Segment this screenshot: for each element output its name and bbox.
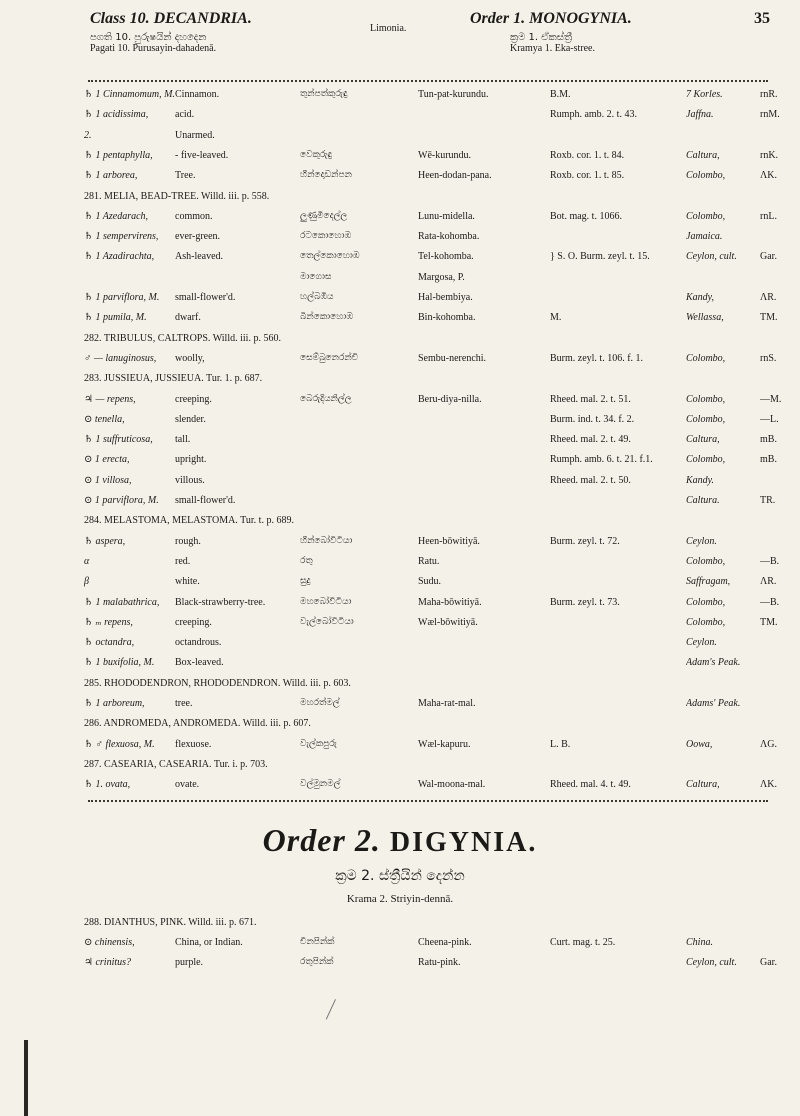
center-label: Limonia. xyxy=(370,23,407,34)
sinhala-name: චීනපින්ක් xyxy=(300,937,335,947)
sinhala-name: සුදු xyxy=(300,576,311,587)
order2-roman: Krama 2. Striyin-dennā. xyxy=(346,893,454,905)
native-name: Ratu-pink. xyxy=(418,957,461,968)
latin-name: ♄ 1 sempervirens, xyxy=(84,231,159,243)
latin-name: ♄ ₘ repens, xyxy=(84,616,133,628)
native-name: Heen-dodan-pana. xyxy=(418,170,492,182)
locality: Oowa, xyxy=(686,738,713,750)
locality: Colombo, xyxy=(686,555,726,567)
latin-name: ♄ 1 pumila, M. xyxy=(84,312,147,324)
genus-title: 285. RHODODENDRON, RHODODENDRON. Willd. iii. p. 603. xyxy=(84,677,351,689)
english-name: purple. xyxy=(175,957,204,968)
reference: B.M. xyxy=(550,89,571,100)
english-name: white. xyxy=(175,576,200,588)
reference: Bot. mag. t. 1066. xyxy=(550,210,622,222)
latin-name: ♄ 1. ovata, xyxy=(84,779,131,791)
english-name: Cinnamon. xyxy=(175,89,220,100)
locality: Kandy, xyxy=(686,292,715,303)
locality: Ceylon, cult. xyxy=(686,251,737,263)
english-name: Box-leaved. xyxy=(175,657,224,669)
latin-name: α xyxy=(84,555,90,567)
note: rnL. xyxy=(760,210,777,222)
note: —M. xyxy=(760,393,782,405)
reference: Burm. zeyl. t. 72. xyxy=(550,535,620,547)
sinhala-name: හල්බඹිය xyxy=(300,292,334,302)
sinhala-name: බින්කොහොඹ xyxy=(300,312,353,323)
latin-name: ♄ 1 parviflora, M. xyxy=(84,292,160,303)
latin-name: ♄ 1 arboreum, xyxy=(84,698,145,709)
english-name: tree. xyxy=(175,698,193,709)
binding-mark xyxy=(24,1040,28,1116)
latin-name: ⊙ tenella, xyxy=(84,413,125,425)
latin-name: ⊙ chinensis, xyxy=(84,937,135,948)
order2-name: DIGYNIA. xyxy=(389,827,538,858)
locality: Colombo, xyxy=(686,170,726,182)
native-name: Maha-rat-mal. xyxy=(418,698,476,709)
native-name: Wæl-kapuru. xyxy=(418,738,471,750)
order-sinhala: ක්‍රම 1. ඒකස්ත්‍රී xyxy=(510,32,573,43)
english-name: slender. xyxy=(175,413,206,425)
class-roman: Pagati 10. Purusayin-dahadenā. xyxy=(90,43,217,54)
sinhala-name: රතුපින්ක් xyxy=(300,957,334,967)
english-name: woolly, xyxy=(175,352,205,364)
english-name: upright. xyxy=(175,454,207,466)
latin-name: ⊙ 1 parviflora, M. xyxy=(84,495,159,506)
locality: Colombo, xyxy=(686,210,726,222)
locality: 7 Korles. xyxy=(686,89,723,100)
order-title: Order 1. MONOGYNIA. xyxy=(470,10,632,27)
sinhala-name: මහබෝවිටියා xyxy=(300,596,352,607)
english-name: ever-green. xyxy=(175,231,221,243)
english-name: dwarf. xyxy=(175,312,201,324)
english-name: octandrous. xyxy=(175,637,222,649)
english-name: red. xyxy=(175,555,191,567)
locality: Colombo, xyxy=(686,596,726,608)
note: rnM. xyxy=(760,109,780,121)
latin-name: ♃ crinitus? xyxy=(84,957,132,968)
native-name: Sembu-nerenchi. xyxy=(418,352,487,364)
latin-name: ♄ 1 Azedarach, xyxy=(84,210,149,222)
native-name: Wæl-bōwitiyā. xyxy=(418,616,478,628)
sinhala-name: වෙකුරුඳු xyxy=(300,149,333,160)
english-name: creeping. xyxy=(175,393,212,405)
locality: Colombo, xyxy=(686,454,726,466)
english-name: villous. xyxy=(175,474,205,486)
sinhala-name: වැල්බෝවිටියා xyxy=(300,616,354,627)
english-name: small-flower'd. xyxy=(175,495,236,506)
sinhala-name: රතු xyxy=(300,555,313,566)
note: rnS. xyxy=(760,352,777,364)
sinhala-name: සෙම්බුනෙරන්චි xyxy=(300,352,359,363)
reference: Roxb. cor. 1. t. 84. xyxy=(550,149,625,161)
genus-heading xyxy=(0,916,800,930)
note: mB. xyxy=(760,454,777,466)
latin-name: ♄ 1 Cinnamomum, M. xyxy=(84,89,175,100)
latin-name: ♄ 1 suffruticosa, xyxy=(84,434,153,446)
english-name: - five-leaved. xyxy=(175,149,229,161)
note: Gar. xyxy=(760,251,777,263)
english-name: Unarmed. xyxy=(175,129,215,141)
reference: Burm. ind. t. 34. f. 2. xyxy=(550,413,635,425)
locality: Caltura, xyxy=(686,779,720,791)
native-name: Bin-kohomba. xyxy=(418,312,476,324)
genus-title: 282. TRIBULUS, CALTROPS. Willd. iii. p. 560. xyxy=(84,332,281,344)
note: ΛR. xyxy=(760,576,777,588)
latin-name: ♄ 1 malabathrica, xyxy=(84,596,160,608)
locality: Wellassa, xyxy=(686,312,724,324)
class-title: Class 10. DECANDRIA. xyxy=(90,10,252,27)
sinhala-name: ලුණුමිදෙල්ල xyxy=(300,210,348,221)
locality: Colombo, xyxy=(686,616,726,628)
english-name: rough. xyxy=(175,535,201,547)
sinhala-name: වල්මුනමල් xyxy=(300,779,341,790)
order2-heading xyxy=(0,822,800,859)
latin-name: ♄ 1 Azadirachta, xyxy=(84,251,155,263)
reference: M. xyxy=(550,312,562,324)
genus-title: 288. DIANTHUS, PINK. Willd. iii. p. 671. xyxy=(84,917,257,928)
note: ΛK. xyxy=(760,170,777,182)
native-name: Hal-bembiya. xyxy=(418,292,473,303)
latin-name: ♄ 1 arborea, xyxy=(84,170,138,182)
sinhala-name: වැල්කපුරු xyxy=(300,738,337,749)
pencil-mark xyxy=(326,999,343,1023)
english-name: acid. xyxy=(175,109,195,121)
reference: Rheed. mal. 2. t. 51. xyxy=(550,393,631,405)
locality: Ceylon, cult. xyxy=(686,957,737,968)
latin-name: ♄ aspera, xyxy=(84,535,126,547)
note: Gar. xyxy=(760,957,777,968)
native-name: Ratu. xyxy=(418,555,440,567)
sinhala-name: හීන්දොඩන්පන xyxy=(300,170,352,181)
sinhala-name: බෙරුදියනිල්ල xyxy=(300,393,352,404)
english-name: small-flower'd. xyxy=(175,292,236,303)
sinhala-name: හීන්බෝවිටියා xyxy=(300,535,353,546)
locality: Colombo, xyxy=(686,413,726,425)
locality: Ceylon. xyxy=(686,535,717,547)
native-name: Wal-moona-mal. xyxy=(418,779,486,791)
native-name: Lunu-midella. xyxy=(418,210,475,222)
locality: Caltura, xyxy=(686,149,720,161)
latin-name: β xyxy=(84,576,89,588)
table-row xyxy=(0,956,800,970)
reference: Curt. mag. t. 25. xyxy=(550,937,616,948)
genus-title: 284. MELASTOMA, MELASTOMA. Tur. t. p. 689. xyxy=(84,515,294,527)
sinhala-name: තුන්පත්කුරුඳු xyxy=(300,89,348,99)
note: mB. xyxy=(760,434,777,446)
note: TM. xyxy=(760,616,778,628)
reference: } S. O. Burm. zeyl. t. 15. xyxy=(550,251,650,263)
sinhala-name: තෙල්කොහොඹ xyxy=(300,251,360,262)
reference: Roxb. cor. 1. t. 85. xyxy=(550,170,625,182)
note: ΛR. xyxy=(760,292,777,303)
locality: Jaffna. xyxy=(686,109,714,121)
reference: Rheed. mal. 2. t. 50. xyxy=(550,474,631,486)
locality: Adam's Peak. xyxy=(686,657,741,669)
sinhala-name: රටකොහොඹ xyxy=(300,231,352,242)
native-name: Cheena-pink. xyxy=(418,937,472,948)
page-number: 35 xyxy=(754,10,770,27)
latin-name: ♃ — repens, xyxy=(84,393,136,405)
note: ΛG. xyxy=(760,738,777,750)
reference: Rheed. mal. 2. t. 49. xyxy=(550,434,631,446)
note: rnK. xyxy=(760,149,779,161)
order2-number: 2. xyxy=(354,822,381,858)
english-name: ovate. xyxy=(175,779,200,791)
native-name: Margosa, P. xyxy=(418,271,465,283)
order2-prefix: Order xyxy=(262,822,346,858)
genus-title: 286. ANDROMEDA, ANDROMEDA. Willd. iii. p. 607. xyxy=(84,718,311,730)
reference: Rumph. amb. 2. t. 43. xyxy=(550,109,637,121)
locality: Colombo, xyxy=(686,352,726,364)
locality: Kandy. xyxy=(686,474,715,486)
locality: Caltura. xyxy=(686,495,720,506)
note: TM. xyxy=(760,312,778,324)
table-row xyxy=(0,936,800,950)
reference: L. B. xyxy=(550,738,571,750)
locality: Jamaica. xyxy=(686,231,723,243)
native-name: Tun-pat-kurundu. xyxy=(418,89,489,100)
native-name: Maha-bōwitiyā. xyxy=(418,596,482,608)
native-name: Beru-diya-nilla. xyxy=(418,393,482,405)
native-name: Heen-bōwitiyā. xyxy=(418,535,480,547)
order-roman: Kramya 1. Eka-stree. xyxy=(510,43,595,54)
sinhala-name: මාගොස xyxy=(300,271,332,282)
locality: Adams' Peak. xyxy=(686,698,741,709)
genus-title: 283. JUSSIEUA, JUSSIEUA. Tur. 1. p. 687. xyxy=(84,373,263,385)
latin-name: ♂ — lanuginosus, xyxy=(84,352,157,364)
bottom-divider xyxy=(88,800,768,802)
note: —L. xyxy=(760,413,779,425)
note: —B. xyxy=(760,555,780,567)
latin-name: 2. xyxy=(84,129,92,141)
locality: Saffragam, xyxy=(686,576,731,588)
latin-name: ♄ octandra, xyxy=(84,637,135,649)
latin-name: ⊙ 1 villosa, xyxy=(84,474,132,486)
latin-name: ♄ 1 pentaphylla, xyxy=(84,149,153,161)
note: ΛK. xyxy=(760,779,777,791)
reference: Rumph. amb. 6. t. 21. f.1. xyxy=(550,454,653,466)
note: —B. xyxy=(760,596,780,608)
locality: Ceylon. xyxy=(686,637,717,649)
locality: Colombo, xyxy=(686,393,726,405)
native-name: Sudu. xyxy=(418,576,442,588)
note: rnR. xyxy=(760,89,778,100)
reference: Burm. zeyl. t. 73. xyxy=(550,596,620,608)
english-name: China, or Indian. xyxy=(175,937,243,948)
latin-name: ⊙ 1 erecta, xyxy=(84,454,130,466)
locality: China. xyxy=(686,937,713,948)
order2-sinhala: ක්‍රම 2. ස්ත්‍රීයින් දෙන්න xyxy=(335,868,465,884)
native-name: Wē-kurundu. xyxy=(418,149,472,161)
reference: Rheed. mal. 4. t. 49. xyxy=(550,779,631,791)
locality: Caltura, xyxy=(686,434,720,446)
english-name: tall. xyxy=(175,434,191,446)
reference: Burm. zeyl. t. 106. f. 1. xyxy=(550,352,644,364)
latin-name: ♄ ♂ flexuosa, M. xyxy=(84,738,155,750)
note: TR. xyxy=(760,495,776,506)
latin-name: ♄ 1 acidissima, xyxy=(84,109,149,121)
native-name: Rata-kohomba. xyxy=(418,231,480,243)
latin-name: ♄ 1 buxifolia, M. xyxy=(84,657,155,669)
genus-title: 287. CASEARIA, CASEARIA. Tur. i. p. 703. xyxy=(84,758,268,770)
native-name: Tel-kohomba. xyxy=(418,251,474,263)
english-name: Tree. xyxy=(175,170,196,182)
english-name: common. xyxy=(175,210,213,222)
english-name: flexuose. xyxy=(175,738,212,750)
class-sinhala: පගති 10. පුරුෂයින් දහදෙන xyxy=(90,32,207,43)
genus-title: 281. MELIA, BEAD-TREE. Willd. iii. p. 558. xyxy=(84,190,270,202)
english-name: Ash-leaved. xyxy=(175,251,224,263)
sinhala-name: මහරත්මල් xyxy=(300,698,340,708)
english-name: creeping. xyxy=(175,616,212,628)
english-name: Black-strawberry-tree. xyxy=(175,596,266,608)
